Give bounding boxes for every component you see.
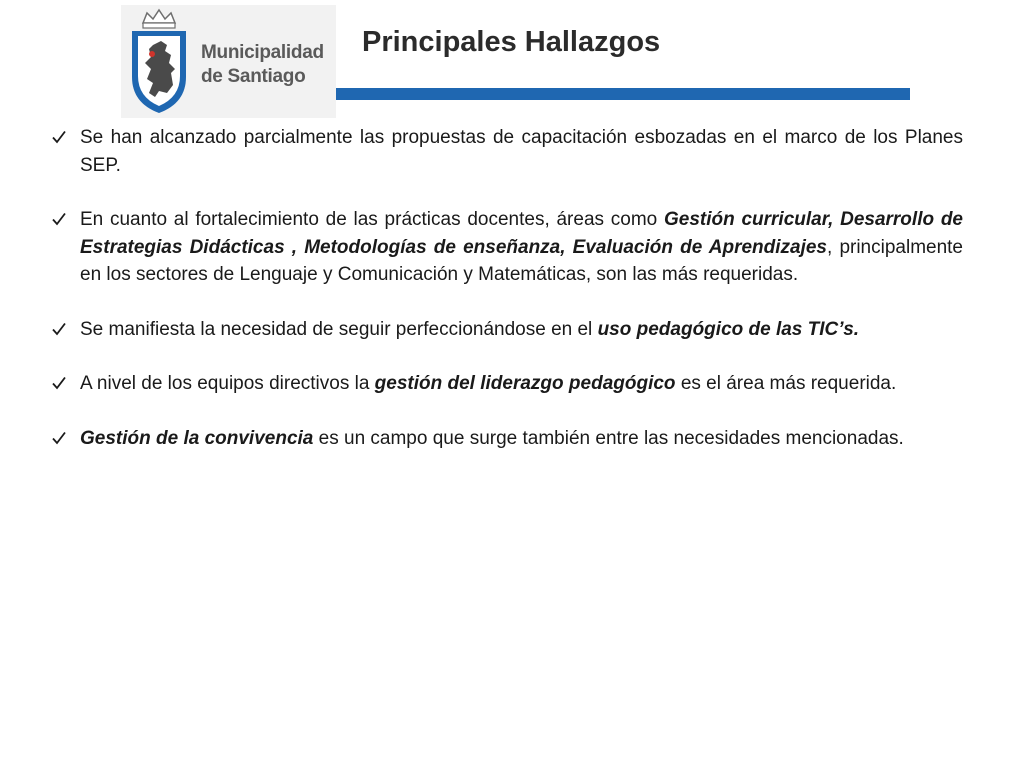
checkmark-icon bbox=[51, 430, 67, 446]
emphasized-text: Gestión de la convivencia bbox=[80, 427, 314, 449]
checkmark-icon bbox=[51, 321, 67, 337]
finding-text bbox=[80, 127, 963, 176]
text-segment: , principalmente en los sectores de Lenguaje y Comunicación y Matemáticas, son las más requeridas. bbox=[80, 236, 964, 285]
emphasized-text: gestión del liderazgo pedagógico bbox=[374, 373, 676, 394]
emphasized-text: Gestión curricular, Desarrollo de Estrategias Didácticas , Metodologías de enseñanza, Evaluación de Aprendizajes bbox=[80, 209, 964, 258]
finding-item bbox=[46, 124, 963, 179]
logo-line-1: Municipalidad bbox=[201, 42, 324, 63]
finding-item bbox=[46, 370, 963, 398]
coat-of-arms-icon bbox=[129, 7, 189, 115]
checkmark-icon bbox=[51, 375, 67, 391]
findings-list bbox=[46, 124, 963, 479]
text-segment: es el área más requerida. bbox=[675, 373, 897, 394]
logo-wordmark bbox=[201, 41, 324, 89]
finding-text bbox=[80, 428, 904, 449]
text-segment: A nivel de los equipos directivos la bbox=[80, 373, 375, 394]
finding-item bbox=[46, 425, 963, 453]
text-segment: es un campo que surge también entre las necesidades mencionadas. bbox=[313, 427, 904, 449]
finding-text bbox=[80, 209, 963, 285]
finding-text bbox=[80, 319, 859, 340]
text-segment: Se manifiesta la necesidad de seguir perfeccionándose en el bbox=[80, 318, 598, 340]
checkmark-icon bbox=[51, 129, 67, 145]
logo-line-2: de Santiago bbox=[201, 66, 306, 87]
checkmark-icon bbox=[51, 211, 67, 227]
text-segment: Se han alcanzado parcialmente las propuestas de capacitación esbozadas en el marco de los Planes SEP. bbox=[80, 127, 963, 176]
finding-text bbox=[80, 373, 896, 394]
municipal-logo bbox=[121, 5, 336, 118]
text-segment: En cuanto al fortalecimiento de las prácticas docentes, áreas como bbox=[80, 209, 664, 230]
emphasized-text: uso pedagógico de las TIC’s. bbox=[597, 318, 860, 340]
page-title: Principales Hallazgos bbox=[362, 26, 661, 58]
title-underline-bar bbox=[336, 88, 910, 100]
finding-item bbox=[46, 316, 963, 344]
finding-item bbox=[46, 206, 963, 289]
